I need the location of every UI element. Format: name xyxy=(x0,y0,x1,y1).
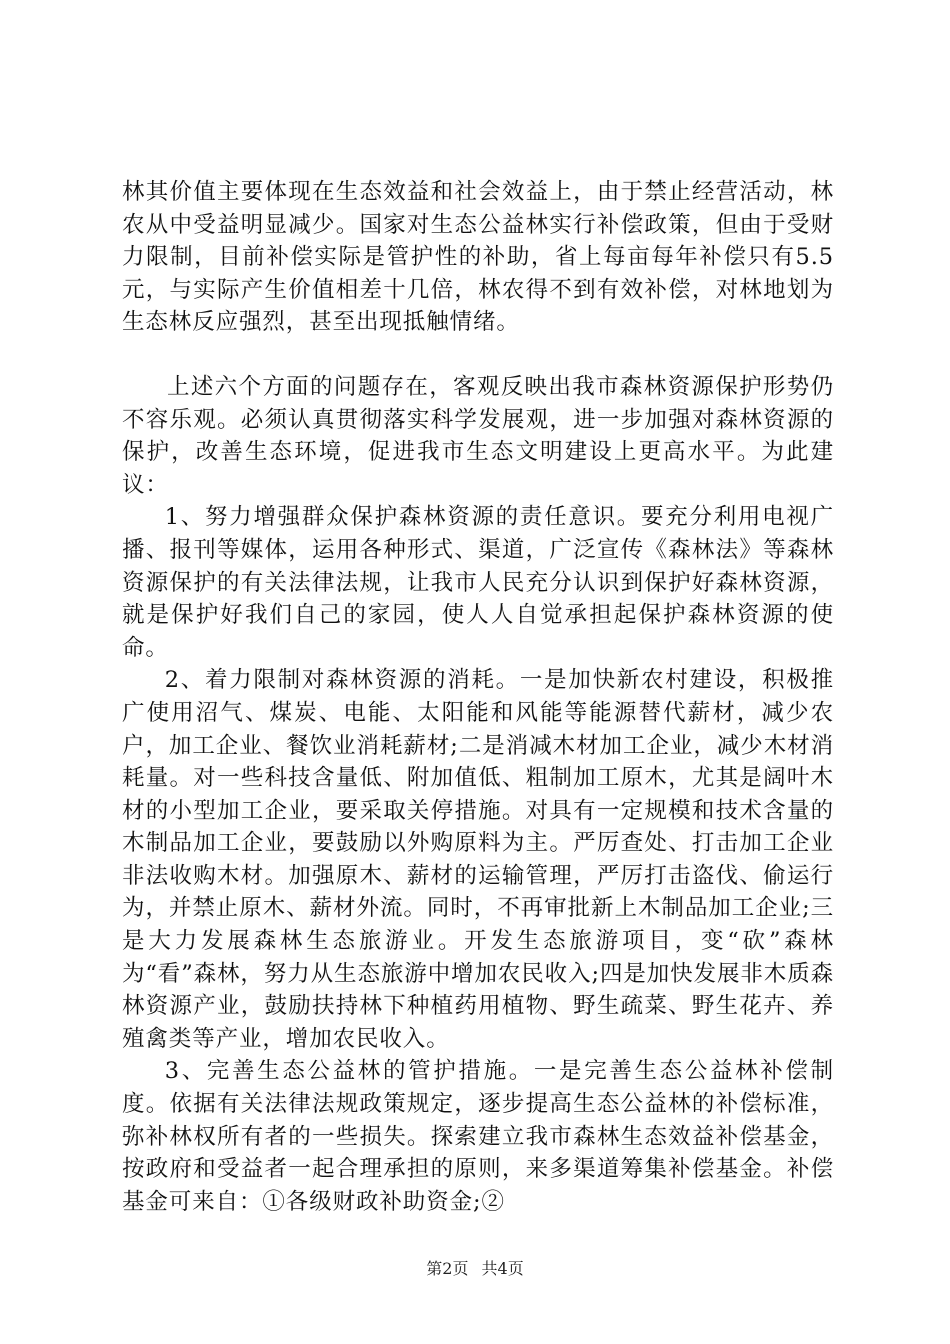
paragraph-summary: 上述六个方面的问题存在，客观反映出我市森林资源保护形势仍不容乐观。必须认真贯彻落实科学发展观，进一步加强对森林资源的保护，改善生态环境，促进我市生态文明建设上更高水平。为此建议： xyxy=(122,373,834,498)
page-number-current: 第2页 xyxy=(426,1259,469,1278)
page-number-total: 共4页 xyxy=(481,1259,524,1278)
paragraph-suggestion-1: 1、努力增强群众保护森林资源的责任意识。要充分利用电视广播、报刊等媒体，运用各种形式、渠道，广泛宣传《森林法》等森林资源保护的有关法律法规，让我市人民充分认识到保护好森林资源，就是保护好我们自己的家园，使人人自觉承担起保护森林资源的使命。 xyxy=(122,504,834,661)
paragraph-suggestion-3: 3、完善生态公益林的管护措施。一是完善生态公益林补偿制度。依据有关法律法规政策规定，逐步提高生态公益林的补偿标准，弥补林权所有者的一些损失。探索建立我市森林生态效益补偿基金，按政府和受益者一起合理承担的原则，来多渠道筹集补偿基金。补偿基金可来自：①各级财政补助资金;② xyxy=(122,1058,834,1215)
paragraph-suggestion-2: 2、着力限制对森林资源的消耗。一是加快新农村建设，积极推广使用沼气、煤炭、电能、太阳能和风能等能源替代薪材，减少农户，加工企业、餐饮业消耗薪材;二是消减木材加工企业，减少木材消耗量。对一些科技含量低、附加值低、粗制加工原木，尤其是阔叶木材的小型加工企业，要采取关停措施。对具有一定规模和技术含量的木制品加工企业，要鼓励以外购原料为主。严厉查处、打击加工企业非法收购木材。加强原木、薪材的运输管理，严厉打击盗伐、偷运行为，并禁止原木、薪材外流。同时，不再审批新上木制品加工企业;三是大力发展森林生态旅游业。开发生态旅游项目，变“砍”森林为“看”森林，努力从生态旅游中增加农民收入;四是加快发展非木质森林资源产业，鼓励扶持林下种植药用植物、野生疏菜、野生花卉、养殖禽类等产业，增加农民收入。 xyxy=(122,667,834,1052)
paragraph-gap xyxy=(122,339,834,371)
page-footer xyxy=(0,1256,950,1279)
paragraph-continuation: 林其价值主要体现在生态效益和社会效益上，由于禁止经营活动，林农从中受益明显减少。国家对生态公益林实行补偿政策，但由于受财力限制，目前补偿实际是管护性的补助，省上每亩每年补偿只有5.5元，与实际产生价值相差十几倍，林农得不到有效补偿，对林地划为生态林反应强烈，甚至出现抵触情绪。 xyxy=(122,179,834,336)
document-body xyxy=(122,176,834,1218)
